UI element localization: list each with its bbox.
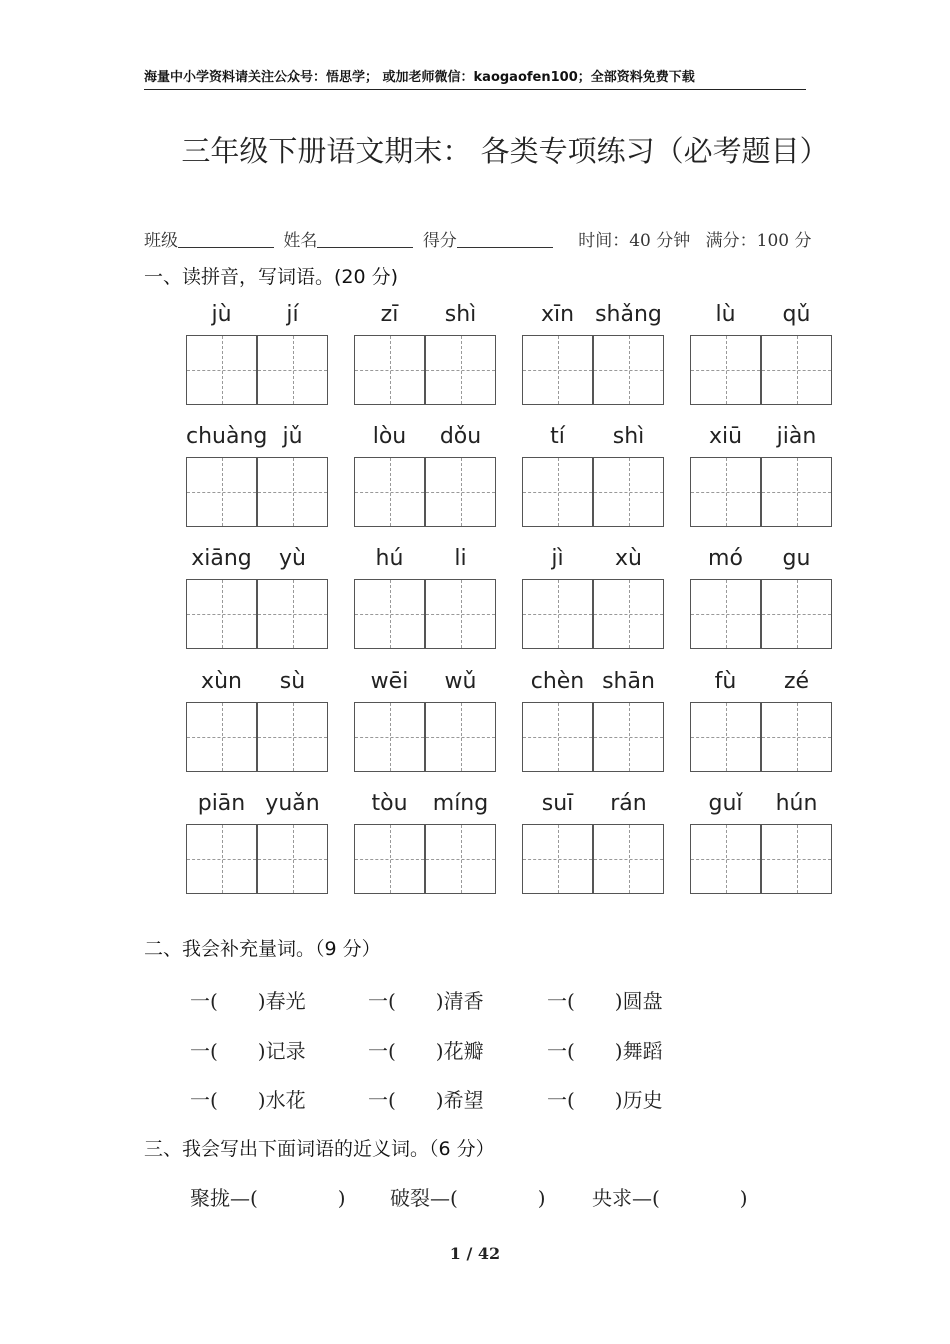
- measure-word-item[interactable]: 一( )希望: [368, 1088, 484, 1112]
- pinyin-label: tòu: [371, 791, 408, 816]
- writing-box[interactable]: [690, 457, 761, 527]
- word-group: [354, 667, 496, 777]
- measure-word-item[interactable]: 一( )春光: [190, 989, 306, 1013]
- writing-box[interactable]: [761, 335, 832, 405]
- writing-box[interactable]: [690, 335, 761, 405]
- pinyin-label: xiāng: [191, 546, 252, 571]
- writing-box[interactable]: [186, 702, 257, 772]
- pinyin-label: rán: [610, 791, 647, 816]
- writing-box[interactable]: [761, 579, 832, 649]
- writing-box[interactable]: [522, 335, 593, 405]
- writing-box[interactable]: [354, 824, 425, 894]
- writing-box[interactable]: [257, 457, 328, 527]
- name-label: 姓名: [283, 231, 318, 251]
- writing-box[interactable]: [186, 579, 257, 649]
- pinyin-label: hún: [775, 791, 818, 816]
- measure-word-item[interactable]: 一( )水花: [190, 1088, 306, 1112]
- writing-box[interactable]: [186, 457, 257, 527]
- writing-box[interactable]: [522, 457, 593, 527]
- pinyin-label: gu: [782, 546, 811, 571]
- pinyin-label: zī: [380, 302, 399, 327]
- pinyin-label: jì: [551, 546, 564, 571]
- pinyin-label: lòu: [372, 424, 407, 449]
- writing-box[interactable]: [593, 824, 664, 894]
- writing-box[interactable]: [354, 335, 425, 405]
- writing-box[interactable]: [425, 824, 496, 894]
- pinyin-label: jǔ: [282, 424, 303, 449]
- word-group: [690, 789, 832, 899]
- pinyin-label: shān: [602, 669, 655, 694]
- writing-box[interactable]: [354, 702, 425, 772]
- writing-box[interactable]: [690, 824, 761, 894]
- writing-box[interactable]: [257, 824, 328, 894]
- pinyin-label: chèn: [530, 669, 585, 694]
- section2-title: 二、我会补充量词。（9 分）: [144, 938, 381, 960]
- word-group: [522, 300, 664, 410]
- pinyin-label: xiū: [708, 424, 743, 449]
- measure-word-item[interactable]: 一( )清香: [368, 989, 484, 1013]
- word-group: [690, 667, 832, 777]
- pinyin-label: shǎng: [595, 302, 662, 327]
- page-number: 1 / 42: [449, 1244, 501, 1263]
- writing-box[interactable]: [186, 824, 257, 894]
- section3-title: 三、我会写出下面词语的近义词。（6 分）: [144, 1138, 495, 1160]
- writing-box[interactable]: [593, 335, 664, 405]
- score-label: 得分: [422, 231, 457, 251]
- writing-box[interactable]: [761, 702, 832, 772]
- pinyin-label: guǐ: [708, 791, 743, 816]
- pinyin-label: jù: [211, 302, 232, 327]
- pinyin-row: [186, 544, 836, 654]
- section1-title: 一、读拼音，写词语。(20 分): [144, 266, 399, 288]
- measure-word-item[interactable]: 一( )花瓣: [368, 1039, 484, 1063]
- pinyin-label: suī: [541, 791, 574, 816]
- pinyin-row: [186, 300, 836, 410]
- pinyin-label: chuàng: [186, 424, 268, 449]
- full-score: 满分：100 分: [705, 231, 812, 251]
- pinyin-label: tí: [550, 424, 565, 449]
- writing-box[interactable]: [593, 457, 664, 527]
- writing-box[interactable]: [761, 457, 832, 527]
- writing-box[interactable]: [354, 579, 425, 649]
- pinyin-label: wēi: [370, 669, 409, 694]
- pinyin-label: shì: [444, 302, 477, 327]
- word-group: [186, 667, 328, 777]
- pinyin-label: yù: [279, 546, 306, 571]
- pinyin-label: fù: [714, 669, 737, 694]
- writing-box[interactable]: [593, 702, 664, 772]
- header-notice: 海量中小学资料请关注公众号：悟思学； 或加老师微信：kaogaofen100；全部资料免费下载: [144, 66, 806, 90]
- pinyin-label: mó: [708, 546, 743, 571]
- word-group: [354, 300, 496, 410]
- pinyin-row: [186, 422, 836, 532]
- writing-box[interactable]: [354, 457, 425, 527]
- word-group: [690, 544, 832, 654]
- pinyin-label: xù: [615, 546, 642, 571]
- pinyin-label: li: [454, 546, 467, 571]
- page-title: 三年级下册语文期末： 各类专项练习（必考题目）: [181, 134, 829, 168]
- synonym-item[interactable]: 破裂—( ): [390, 1186, 546, 1210]
- pinyin-label: qǔ: [782, 302, 811, 327]
- writing-box[interactable]: [522, 579, 593, 649]
- pinyin-label: xùn: [201, 669, 242, 694]
- writing-box[interactable]: [593, 579, 664, 649]
- student-info-row: [144, 226, 824, 251]
- time-limit: 时间：40 分钟: [578, 231, 691, 251]
- measure-word-item[interactable]: 一( )舞蹈: [547, 1039, 663, 1063]
- word-group: [522, 422, 664, 532]
- class-label: 班级: [144, 231, 178, 251]
- writing-box[interactable]: [186, 335, 257, 405]
- name-blank[interactable]: [317, 231, 413, 248]
- writing-box[interactable]: [522, 824, 593, 894]
- pinyin-label: míng: [432, 791, 489, 816]
- writing-box[interactable]: [690, 702, 761, 772]
- writing-box[interactable]: [425, 457, 496, 527]
- pinyin-label: lù: [715, 302, 736, 327]
- pinyin-label: zé: [783, 669, 810, 694]
- pinyin-label: piān: [197, 791, 246, 816]
- word-group: [690, 422, 832, 532]
- word-group: [354, 422, 496, 532]
- word-group: [354, 789, 496, 899]
- writing-box[interactable]: [761, 824, 832, 894]
- word-group: [354, 544, 496, 654]
- writing-box[interactable]: [425, 579, 496, 649]
- measure-word-item[interactable]: 一( )记录: [190, 1039, 306, 1063]
- word-group: [186, 422, 328, 532]
- word-group: [690, 300, 832, 410]
- pinyin-row: [186, 789, 836, 899]
- pinyin-label: jiàn: [776, 424, 817, 449]
- word-group: [522, 544, 664, 654]
- pinyin-label: shì: [612, 424, 645, 449]
- synonym-item[interactable]: 聚拢—( ): [190, 1186, 346, 1210]
- word-group: [186, 300, 328, 410]
- score-blank[interactable]: [457, 231, 553, 248]
- pinyin-label: dǒu: [439, 424, 482, 449]
- writing-box[interactable]: [690, 579, 761, 649]
- pinyin-label: hú: [375, 546, 404, 571]
- writing-box[interactable]: [522, 702, 593, 772]
- writing-box[interactable]: [257, 335, 328, 405]
- writing-box[interactable]: [425, 702, 496, 772]
- writing-box[interactable]: [257, 702, 328, 772]
- writing-box[interactable]: [257, 579, 328, 649]
- measure-word-item[interactable]: 一( )圆盘: [547, 989, 663, 1013]
- pinyin-label: jí: [286, 302, 299, 327]
- word-group: [522, 667, 664, 777]
- measure-word-item[interactable]: 一( )历史: [547, 1088, 663, 1112]
- word-group: [186, 789, 328, 899]
- pinyin-row: [186, 667, 836, 777]
- synonym-item[interactable]: 央求—( ): [592, 1186, 748, 1210]
- writing-box[interactable]: [425, 335, 496, 405]
- pinyin-label: sù: [279, 669, 306, 694]
- pinyin-label: yuǎn: [265, 791, 320, 816]
- word-group: [186, 544, 328, 654]
- class-blank[interactable]: [178, 231, 274, 248]
- pinyin-label: wǔ: [444, 669, 477, 694]
- pinyin-label: xīn: [540, 302, 575, 327]
- word-group: [522, 789, 664, 899]
